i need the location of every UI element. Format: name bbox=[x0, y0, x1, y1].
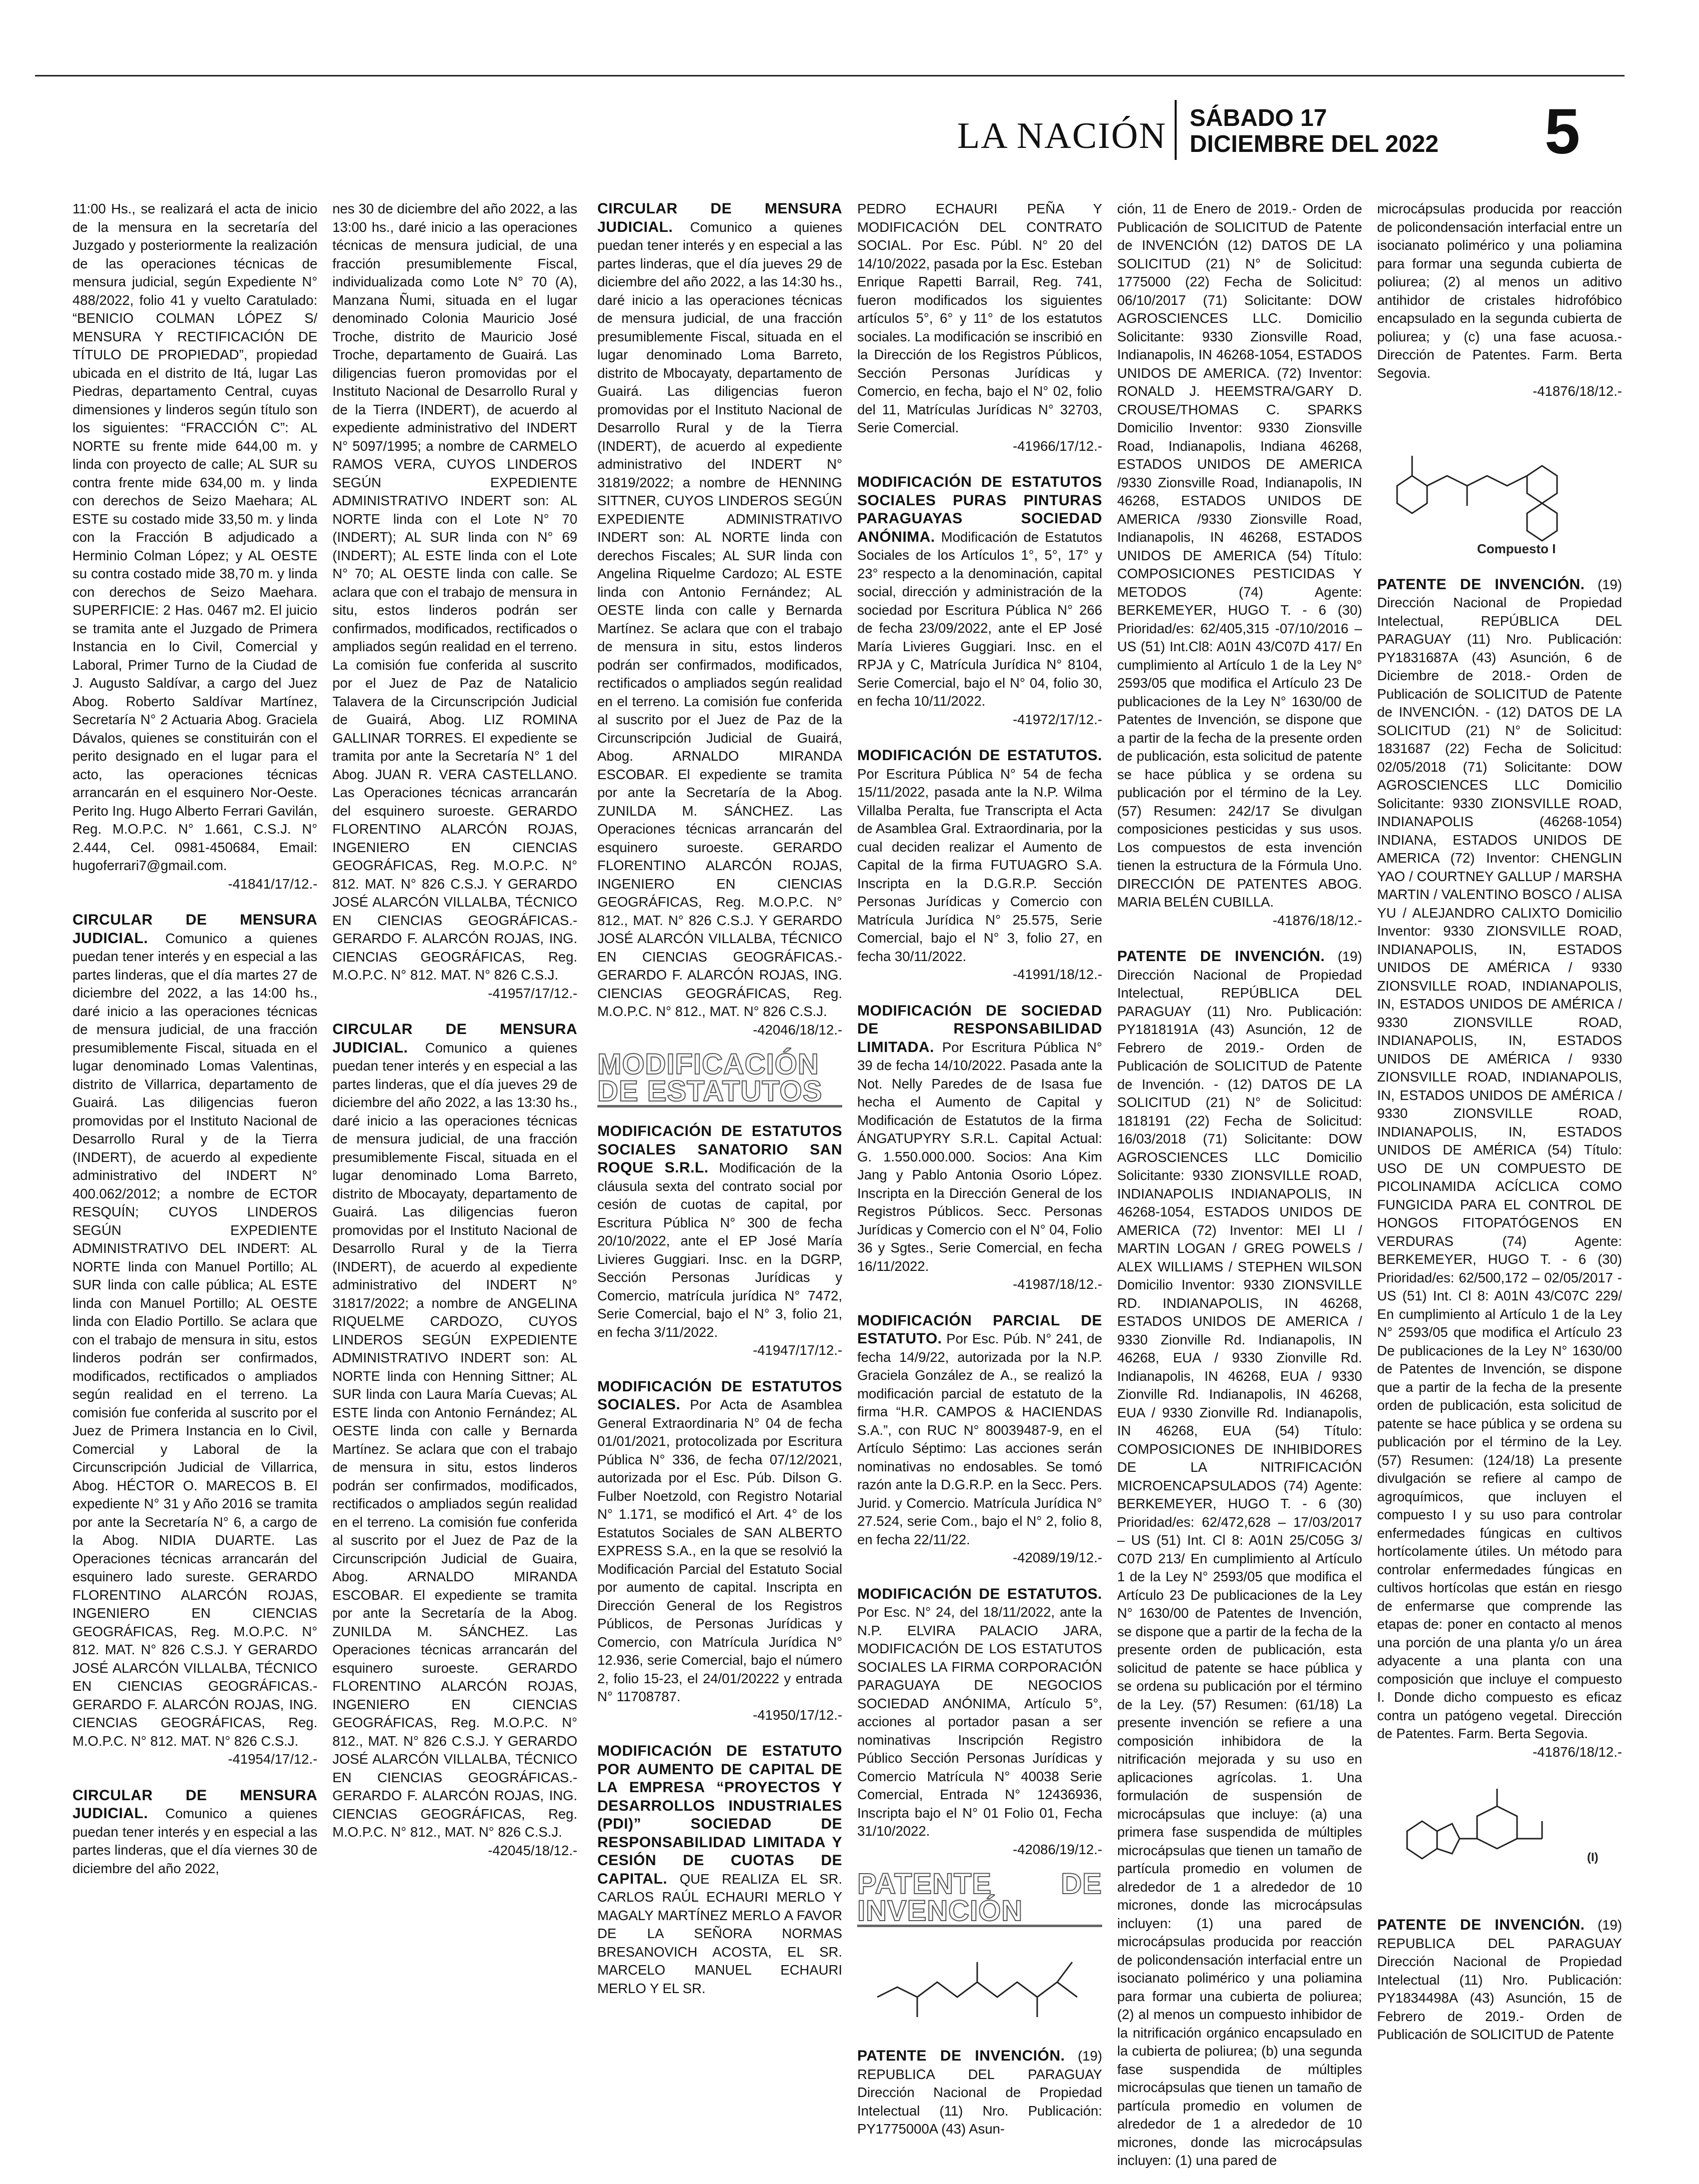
notice-body: (19) Dirección Nacional de Propiedad Intelectual, REPÚBLICA DEL PARAGUAY (11) Nro. Publicación: PY1818191A (43) Asunción, 12 de Febrero de 2019.- Orden de Publicación de SOLICITUD de Patente de Invención. - (12) DATOS DE LA SOLICITUD (21) N° de Solicitud: 1818191 (22) Fecha de Solicitud: 16/03/2018 (71) Solicitante: DOW AGROSCIENCES LLC Domicilio Solicitante: 9330 ZIONSVILLE ROAD, INDIANAPOLIS INDIANAPOLIS, IN 46268-1054, ESTADOS UNIDOS DE AMERICA (72) Inventor: MEI LI / MARTIN LOGAN / GREG POWELS / ALEX WILLIAMS / STEPHEN WILSON Domicilio Inventor: 9330 ZIONSVILLE RD. INDIANAPOLIS, IN 46268, ESTADOS UNIDOS DE AMERICA / 9330 Zionville Rd. Indianapolis, IN 46268, EUA / 9330 Zionville Rd. Indianapolis, IN 46268, EUA / 9330 Zionville Rd. Indianapolis, IN 46268, EUA / 9330 Zionville Rd. Indianapolis, IN 46268, EUA (54) Título: COMPOSICIONES DE INHIBIDORES DE LA NITRIFICACIÓN MICROENCAPSULADOS (74) Agente: BERKEMEYER, HUGO T. - 6 (30) Prioridad/es: 62/472,628 – 17/03/2017 – US (51) Int. Cl 8: A01N 25/C05G 3/ C07D 213/ En cumplimiento al Artículo 1 de la Ley N° 2593/05 que modifica el Artículo 23 De publicaciones de la Ley N° 1630/00 de Patentes de Invención, se dispone que a partir de la fecha de la presente orden de publicación, esta solicitud de patente se hace pública y se ordena su publicación por el término de la Ley. (57) Resumen: (61/18) La presente invención se refiere a una composición inhibidora de la nitrificación mejorada y su uso en aplicaciones agrícolas. 1. Una formulación de suspensión de microcápsulas que incluye: (a) una primera fase suspendida de múltiples microcápsulas que tienen un tamaño de partícula promedio en volumen de alrededor de 1 a alrededor de 10 micrones, donde las microcápsulas incluyen: (1) una pared de microcápsulas producida por reacción de policondensación interfacial entre un isocianato polimérico y una poliamina para formar una cubierta de poliurea; (2) al menos un compuesto inhibidor de la nitrificación orgánico encapsulado en la cubierta de poliurea; (b) una segunda fase suspendida de múltiples microcápsulas que tienen un tamaño de partícula promedio en volumen de alrededor de 1 a alrededor de 10 micrones, donde las microcápsulas incluyen: (1) una pared de bbox=[1117, 949, 1362, 2168]
notice-heading: MODIFICACIÓN DE ESTATUTOS. bbox=[857, 747, 1102, 764]
notice-body: Comunico a quienes puedan tener interés y en especial a las partes linderas, que el día jueves 29 de diciembre del año 2022, a las 13:30 hs., daré inicio a las operaciones técnicas de mensura judicial, de una fracción presumiblemente Fiscal, situada en el lugar denominado Loma Barreto, distrito de Mbocayaty, departamento de Guairá. Las diligencias fueron promovidas por el Instituto Nacional de Desarrollo Rural y de la Tierra (INDERT), de acuerdo al expediente administrativo del INDERT N° 31817/2022; a nombre de ANGELINA RIQUELME CARDOZO, CUYOS LINDEROS SEGÚN EXPEDIENTE ADMINISTRATIVO INDERT son: AL NORTE linda con Henning Sittner; AL SUR linda con Laura María Cuevas; AL ESTE linda con Antonio Fernández; AL OESTE linda con calle y Bernarda Martínez. Se aclara que con el trabajo de mensura in situ, estos linderos podrán ser confirmados, modificados, rectificados o ampliados según realidad en el terreno. La comisión fue conferida al suscrito por el Juez de Paz de la Circunscripción Judicial de Guaira, Abog. ARNALDO MIRANDA ESCOBAR. El expediente se tramita por ante la Secretaría de la Abog. ZUNILDA M. SÁNCHEZ. Las Operaciones técnicas arrancarán del esquinero suroeste. GERARDO FLORENTINO ALARCÓN ROJAS, INGENIERO EN CIENCIAS GEOGRÁFICAS, Reg. M.O.P.C. N° 812., MAT. N° 826 C.S.J. Y GERARDO JOSÉ ALARCÓN VILLALBA, TÉCNICO EN CIENCIAS GEOGRÁFICAS.- GERARDO F. ALARCÓN ROJAS, ING. CIENCIAS GEOGRÁFICAS, Reg. M.O.P.C. N° 812., MAT. N° 826 C.S.J. bbox=[332, 1040, 577, 1840]
notice-ref: -41972/17/12.- bbox=[1013, 711, 1102, 727]
notice-body: Comunico a quienes puedan tener interés y en especial a las partes linderas, que el día jueves 29 de diciembre del año 2022, a las 14:30 hs., daré inicio a las operaciones técnicas de mensura judicial, de una fracción presumiblemente Fiscal, situada en el lugar denominado Loma Barreto, distrito de Mbocayaty, departamento de Guairá. Las diligencias fueron promovidas por el Instituto Nacional de Desarrollo Rural y de la Tierra (INDERT), de acuerdo al expediente administrativo del INDERT N° 31819/2022; a nombre de HENNING SITTNER, CUYOS LINDEROS SEGÚN EXPEDIENTE ADMINISTRATIVO INDERT son: AL NORTE linda con derechos Fiscales; AL SUR linda con Angelina Riquelme Cardozo; AL ESTE linda con Antonio Fernández; AL OESTE linda con calle y Bernarda Martínez. Se aclara que con el trabajo de mensura in situ, estos linderos podrán ser confirmados, modificados, rectificados o ampliados según realidad en el terreno. La comisión fue conferida al suscrito por el Juez de Paz de la Circunscripción Judicial de Guairá, Abog. ARNALDO MIRANDA ESCOBAR. El expediente se tramita por ante la Secretaría de la Abog. ZUNILDA M. SÁNCHEZ. Las Operaciones técnicas arrancarán del esquinero suroeste. GERARDO FLORENTINO ALARCÓN ROJAS, INGENIERO EN CIENCIAS GEOGRÁFICAS, Reg. M.O.P.C. N° 812., MAT. N° 826 C.S.J. Y GERARDO JOSÉ ALARCÓN VILLALBA, TÉCNICO EN CIENCIAS GEOGRÁFICAS.- GERARDO F. ALARCÓN ROJAS, ING. CIENCIAS GEOGRÁFICAS, Reg. M.O.P.C. N° 812., MAT. N° 826 C.S.J. bbox=[597, 219, 842, 1019]
notice-body: Por Esc. N° 24, del 18/11/2022, ante la N.P. ELVIRA PALACIO JARA, MODIFICACIÓN DE LOS ESTATUTOS SOCIALES LA FIRMA CORPORACIÓN PARAGUAYA DE NEGOCIOS SOCIEDAD ANÓNIMA, Artículo 5°, acciones al portador pasan a ser nominativas Inscripción Registro Público Sección Personas Jurídicas y Comercio Matrícula N° 40038 Serie Comercial, Entrada N° 12436936, Inscripta bajo el N° 01 Folio 01, Fecha 31/10/2022. bbox=[857, 1604, 1102, 1839]
notice-heading: PATENTE DE INVENCIÓN. bbox=[1117, 948, 1325, 965]
chemical-structure-svg bbox=[857, 1942, 1102, 2032]
notice-heading: MODIFICACIÓN DE ESTATUTO POR AUMENTO DE CAPITAL DE LA EMPRESA “PROYECTOS Y DESARROLLOS INDUSTRIALES (PDI)” SOCIEDAD DE RESPONSABILIDAD LIMITADA Y CESIÓN DE CUOTAS DE CAPITAL. bbox=[597, 1743, 842, 1887]
notice-heading: PATENTE DE INVENCIÓN. bbox=[1377, 1917, 1585, 1933]
notice-ref: -41954/17/12.- bbox=[228, 1751, 317, 1767]
notice-body: (19) Dirección Nacional de Propiedad Intelectual, REPÚBLICA DEL PARAGUAY (11) Nro. Publicación: PY1831687A (43) Asunción, 6 de Diciembre de 2018.- Orden de Publicación de SOLICITUD de Patente de INVENCIÓN. - (12) DATOS DE LA SOLICITUD (21) N° de Solicitud: 1831687 (22) Fecha de Solicitud: 02/05/2018 (71) Solicitante: DOW AGROSCIENCES LLC Domicilio Solicitante: 9330 ZIONSVILLE ROAD, INDIANAPOLIS (46268-1054) INDIANA, ESTADOS UNIDOS DE AMERICA (72) Inventor: CHENGLIN YAO / COURTNEY GALLUP / MARSHA MARTIN / VALENTINO BOSCO / ALISA YU / ALEJANDRO CALIXTO Domicilio Inventor: 9330 ZIONSVILLE ROAD, INDIANAPOLIS, IN, ESTADOS UNIDOS DE AMÉRICA / 9330 ZIONSVILLE ROAD, INDIANAPOLIS, IN, ESTADOS UNIDOS DE AMÉRICA / 9330 ZIONSVILLE ROAD, INDIANAPOLIS, IN, ESTADOS UNIDOS DE AMÉRICA / 9330 ZIONSVILLE ROAD, INDIANAPOLIS, IN, ESTADOS UNIDOS DE AMÉRICA / 9330 ZIONSVILLE ROAD, INDIANAPOLIS, IN, ESTADOS UNIDOS DE AMÉRICA (54) Título: USO DE UN COMPUESTO DE PICOLINAMIDA ACÍCLICA COMO FUNGICIDA PARA EL CONTROL DE HONGOS FITOPATÓGENOS EN VERDURAS (74) Agente: BERKEMEYER, HUGO T. - 6 (30) Prioridad/es: 62/500,172 – 02/05/2017 - US (51) Int. Cl 8: A01N 43/C07C 229/ En cumplimiento al Artículo 1 de la Ley N° 2593/05 que modifica el Artículo 23 De publicaciones de la Ley N° 1630/00 de Patentes de Invención, se dispone que a partir de la fecha de la presente orden de publicación, esta solicitud de patente se hace pública y se ordena su publicación por el término de la Ley. (57) Resumen: (124/18) La presente divulgación se refiere al campo de agroquímicos, que incluyen el compuesto I y su uso para controlar enfermedades fúngicas en cultivos hortícolamente útiles. Un método para controlar enfermedades fúngicas en cultivos hortícolas que están en riesgo de enfermarse que comprende las etapas de: poner en contacto al menos una porción de una planta y/o un área adyacente a una planta con una composición que incluye el compuesto I. Donde dicho compuesto es eficaz contra un patógeno vegetal. Dirección de Patentes. Farm. Berta Segovia. bbox=[1377, 576, 1622, 1741]
section-title-modificacion: MODIFICACIÓN DE ESTATUTOS bbox=[597, 1051, 842, 1107]
notice-ref: -41947/17/12.- bbox=[753, 1342, 842, 1358]
notice-heading: MODIFICACIÓN DE ESTATUTOS SOCIALES. bbox=[597, 1378, 842, 1413]
compuesto-structure-svg bbox=[1377, 411, 1622, 561]
notice-heading: CIRCULAR DE MENSURA JUDICIAL. bbox=[597, 200, 842, 235]
notice-body: ción, 11 de Enero de 2019.- Orden de Publicación de SOLICITUD de Patente de INVENCIÓN (12) DATOS DE LA SOLICITUD (21) N° de Solicitud: 1775000 (22) Fecha de Solicitud: 06/10/2017 (71) Solicitante: DOW AGROSCIENCES LLC. Domicilio Solicitante: 9330 Zionsville Road, Indianapolis, IN 46268-1054, ESTADOS UNIDOS DE AMERICA. (72) Inventor: RONALD J. HEEMSTRA/GARY D. CROUSE/THOMAS C. SPARKS Domicilio Inventor: 9330 Zionsville Road, Indianapolis, Indiana 46268, ESTADOS UNIDOS DE AMERICA /9330 Zionsville Road, Indianapolis, IN 46268, ESTADOS UNIDOS DE AMERICA /9330 Zionsville Road, Indianapolis, IN 46268, ESTADOS UNIDOS DE AMERICA (54) Título: COMPOSICIONES PESTICIDAS Y METODOS (74) Agente: BERKEMEYER, HUGO T. - 6 (30) Prioridad/es: 62/405,315 -07/10/2016 – US (51) Int.Cl8: A01N 43/C07D 417/ En cumplimiento al Artículo 1 de la Ley N° 2593/05 que modifica el Artículo 23 De publicaciones de la Ley N° 1630/00 de Patentes de Invención, se dispone que a partir de la fecha de la presente orden de publicación, esta solicitud de patente se hace pública y se ordena su publicación por el término de la Ley. (57) Resumen: 242/17 Se divulgan composiciones pesticidas y sus usos. Los compuestos de esta invención tienen la estructura de la Fórmula Uno. DIRECCIÓN DE PATENTES ABOG. MARIA BELÉN CUBILLA. bbox=[1117, 201, 1362, 910]
notice-body: nes 30 de diciembre del año 2022, a las 13:00 hs., daré inicio a las operaciones técnicas de mensura judicial, de una fracción presumiblemente Fiscal, individualizada como Lote N° 70 (A), Manzana Ñumi, situada en el lugar denominado Colonia Mauricio José Troche, distrito de Mauricio José Troche, departamento de Guairá. Las diligencias fueron promovidas por el Instituto Nacional de Desarrollo Rural y de la Tierra (INDERT), de acuerdo al expediente administrativo del INDERT N° 5097/1995; a nombre de CARMELO RAMOS VERA, CUYOS LINDEROS SEGÚN EXPEDIENTE ADMINISTRATIVO INDERT son: AL NORTE linda con el Lote N° 70 (INDERT); AL SUR linda con N° 69 (INDERT); AL ESTE linda con el Lote N° 70; AL OESTE linda con calle. Se aclara que con el trabajo de mensura in situ, estos linderos podrán ser confirmados, modificados, rectificados o ampliados según realidad en el terreno. La comisión fue conferida al suscrito por el Juez de Paz de Natalicio Talavera de la Circunscripción Judicial de Guairá, Abog. LIZ ROMINA GALLINAR TORRES. El expediente se tramita por ante la Secretaría N° 1 del Abog. JUAN R. VERA CASTELLANO. Las Operaciones técnicas arrancarán del esquinero suroeste. GERARDO FLORENTINO ALARCÓN ROJAS, INGENIERO EN CIENCIAS GEOGRÁFICAS, Reg. M.O.P.C. N° 812. MAT. N° 826 C.S.J. Y GERARDO JOSÉ ALARCÓN VILLALBA, TÉCNICO EN CIENCIAS GEOGRÁFICAS.- GERARDO F. ALARCÓN ROJAS, ING. CIENCIAS GEOGRÁFICAS, Reg. M.O.P.C. N° 812. MAT. N° 826 C.S.J. bbox=[332, 201, 577, 983]
notice-ref: -41966/17/12.- bbox=[1013, 438, 1102, 454]
notice-ref: -41950/17/12.- bbox=[753, 1707, 842, 1723]
notice-ref: -41957/17/12.- bbox=[488, 985, 577, 1001]
notice-heading: CIRCULAR DE MENSURA JUDICIAL. bbox=[332, 1021, 577, 1056]
notice-body: Por Acta de Asamblea General Extraordinaria N° 04 de fecha 01/01/2021, protocolizada por Escritura Pública N° 336, de fecha 07/12/2021, autorizada por el Esc. Púb. Dilson G. Fulber Noetzold, con Registro Notarial N° 1.171, se modificó el Art. 4° de los Estatutos Sociales de SAN ALBERTO EXPRESS S.A., en la que se resolvió la Modificación Parcial del Estatuto Social por aumento de capital. Inscripta en Dirección General de los Registros Públicos, de Personas Jurídicas y Comercio, con Matrícula Jurídica N° 12.936, serie Comercial, bajo el número 2, folio 15-23, el 24/01/20222 y entrada N° 11708787. bbox=[597, 1397, 842, 1704]
notice-ref: -42045/18/12.- bbox=[488, 1842, 577, 1858]
page-number: 5 bbox=[1545, 96, 1581, 167]
section-title-patente: PATENTE DE INVENCIÓN bbox=[857, 1868, 1102, 1927]
newspaper-brand: LA NACIÓN bbox=[957, 115, 1167, 156]
masthead bbox=[0, 96, 1699, 170]
column-3 bbox=[597, 200, 842, 2169]
formula-structure-svg bbox=[1377, 1771, 1622, 1901]
notice-body: Modificación de Estatutos Sociales de los Artículos 1°, 5°, 17° y 23° respecto a la denominación, capital social, dirección y administración de la sociedad por Escritura Pública N° 266 de fecha 23/09/2022, ante el EP José María Livieres Guggiari. Insc. en el RPJA y C, Matrícula Jurídica N° 8104, Serie Comercial, bajo el N° 04, folio 30, en fecha 10/11/2022. bbox=[857, 529, 1102, 709]
notice-body: (19) REPUBLICA DEL PARAGUAY Dirección Nacional de Propiedad Intelectual (11) Nro. Publicación: PY1834498A (43) Asunción, 15 de Febrero de 2019.- Orden de Publicación de SOLICITUD de Patente bbox=[1377, 1917, 1622, 2042]
notice-ref: -42089/19/12.- bbox=[1013, 1550, 1102, 1565]
compuesto-figure bbox=[1377, 411, 1622, 561]
notice-body: Por Escritura Pública N° 54 de fecha 15/11/2022, pasada ante la N.P. Wilma Villalba Peralta, fue Transcripta el Acta de Asamblea Gral. Extraordinaria, por la cual deciden realizar el Aumento de Capital de la firma FUTUAGRO S.A. Inscripta en la D.G.R.P. Sección Personas Jurídicas y Comercio con Matrícula Jurídica N° 25.575, Serie Comercial, bajo el N° 3, folio 27, en fecha 30/11/2022. bbox=[857, 766, 1102, 964]
notice-heading: MODIFICACIÓN PARCIAL DE ESTATUTO. bbox=[857, 1312, 1102, 1347]
notice-heading: PATENTE DE INVENCIÓN. bbox=[1377, 576, 1585, 593]
notice-body: Por Escritura Pública N° 39 de fecha 14/10/2022. Pasada ante la Not. Nelly Paredes de de Isasa fue hecha el Aumento de Capital y Modificación de Estatutos de la firma ÁNGATUPYRY S.R.L. Capital Actual: G. 1.550.000.000. Socios: Ana Kim Jang y Pablo Antonia Osorio López. Inscripta en la Dirección General de los Registros Públicos. Secc. Personas Jurídicas y Comercio con el N° 04, Folio 36 y Sgtes., Serie Comercial, en fecha 16/11/2022. bbox=[857, 1039, 1102, 1274]
notice-body: QUE REALIZA EL SR. CARLOS RAÚL ECHAURI MERLO Y MAGALY MARTÍNEZ MERLO A FAVOR DE LA SEÑORA NORMAS BRESANOVICH ACOSTA, EL SR. MARCELO MANUEL ECHAURI MERLO Y EL SR. bbox=[597, 1871, 842, 1996]
date-line-1: SÁBADO 17 bbox=[1190, 105, 1327, 131]
notice-ref: -41991/18/12.- bbox=[1013, 967, 1102, 982]
column-2 bbox=[332, 200, 577, 2169]
notice-heading: CIRCULAR DE MENSURA JUDICIAL. bbox=[72, 912, 317, 947]
notice-body: Comunico a quienes puedan tener interés y en especial a las partes linderas, que el día viernes 30 de diciembre del año 2022, bbox=[72, 1806, 317, 1876]
notice-body: Comunico a quienes puedan tener interés y en especial a las partes linderas, que el día martes 27 de diciembre del 2022, a las 14:00 hs., daré inicio a las operaciones técnicas de mensura judicial, de una fracción presumiblemente Fiscal, situada en el lugar denominado Lomas Valentinas, distrito de Villarrica, departamento de Guairá. Las diligencias fueron promovidas por el Instituto Nacional de Desarrollo Rural y de la Tierra (INDERT), de acuerdo al expediente administrativo del INDERT N° 400.062/2012; a nombre de ECTOR RESQUÍN; CUYOS LINDEROS SEGÚN EXPEDIENTE ADMINISTRATIVO DEL INDERT: AL NORTE linda con Manuel Portillo; AL SUR linda con calle pública; AL ESTE linda con Manuel Portillo; AL OESTE linda con Eladio Portillo. Se aclara que con el trabajo de mensura in situ, estos linderos podrán ser confirmados, modificados, rectificados o ampliados según realidad en el terreno. La comisión fue conferida al suscrito por el Juez de Primera Instancia en lo Civil, Comercial y Laboral de la Circunscripción Judicial de Villarrica, Abog. HÉCTOR O. MARECOS B. El expediente N° 31 y Año 2016 se tramita por ante la Secretaría N° 6, a cargo de la Abog. NIDIA DUARTE. Las Operaciones técnicas arrancarán del esquinero lado sureste. GERARDO FLORENTINO ALARCÓN ROJAS, INGENIERO EN CIENCIAS GEOGRÁFICAS, Reg. M.O.P.C. N° 812. MAT. N° 826 C.S.J. Y GERARDO JOSÉ ALARCÓN VILLALBA, TÉCNICO EN CIENCIAS GEOGRÁFICAS.- GERARDO F. ALARCÓN ROJAS, ING. CIENCIAS GEOGRÁFICAS, Reg. M.O.P.C. N° 812. MAT. N° 826 C.S.J. bbox=[72, 930, 317, 1749]
notice-body: Por Esc. Púb. N° 241, de fecha 14/9/22, autorizada por la N.P. Graciela González de A., se realizó la modificación parcial de estatuto de la firma “H.R. CAMPOS & HACIENDAS S.A.”, con RUC N° 80039487-9, en el Artículo Séptimo: Las acciones serán nominativas no endosables. Se tomó razón ante la D.G.R.P. en la Secc. Pers. Jurid. y Comercio. Matrícula Jurídica N° 27.524, serie Com., bajo el N° 2, folio 8, en fecha 22/11/22. bbox=[857, 1331, 1102, 1547]
notice-heading: CIRCULAR DE MENSURA JUDICIAL. bbox=[72, 1787, 317, 1822]
notice-heading: MODIFICACIÓN DE SOCIEDAD DE RESPONSABILIDAD LIMITADA. bbox=[857, 1002, 1102, 1056]
column-6 bbox=[1377, 200, 1622, 2169]
notice-heading: MODIFICACIÓN DE ESTATUTOS SOCIALES PURAS PINTURAS PARAGUAYAS SOCIEDAD ANÓNIMA. bbox=[857, 474, 1102, 545]
column-1 bbox=[72, 200, 317, 2169]
notice-ref: -41876/18/12.- bbox=[1533, 383, 1622, 399]
notice-body: Modificación de la cláusula sexta del contrato social por cesión de cuotas de capital, por Escritura Pública N° 300 de fecha 20/10/2022, ante el EP José María Livieres Guggiari. Insc. en la DGRP, Sección Personas Jurídicas y Comercio, matrícula jurídica N° 7472, Serie Comercial, bajo el N° 3, folio 21, en fecha 3/11/2022. bbox=[597, 1160, 842, 1340]
notice-ref: -42046/18/12.- bbox=[753, 1022, 842, 1038]
notice-ref: -41876/18/12.- bbox=[1273, 912, 1362, 928]
date-line-2: DICIEMBRE DEL 2022 bbox=[1190, 131, 1439, 157]
chemical-structure-figure bbox=[857, 1942, 1102, 2032]
notice-ref: -41841/17/12.- bbox=[228, 876, 317, 892]
column-5 bbox=[1117, 200, 1362, 2169]
notice-body: microcápsulas producida por reacción de policondensación interfacial entre un isocianato polimérico y una poliamina para formar una segunda cubierta de poliurea; (2) al menos un aditivo antihidor de cristales hidrofóbico encapsulado en la segunda cubierta de poliurea; y (c) una fase acuosa.- Dirección de Patentes. Farm. Berta Segovia. bbox=[1377, 201, 1622, 381]
notice-heading: MODIFICACIÓN DE ESTATUTOS SOCIALES SANATORIO SAN ROQUE S.R.L. bbox=[597, 1123, 842, 1176]
compuesto-caption: Compuesto I bbox=[1477, 541, 1556, 556]
notice-heading: MODIFICACIÓN DE ESTATUTOS. bbox=[857, 1585, 1102, 1602]
notice-body: 11:00 Hs., se realizará el acta de inicio de la mensura en la secretaría del Juzgado y posteriormente la realización de las operaciones técnicas de mensura judicial, según Expediente N° 488/2022, folio 41 y vuelto Caratulado: “BENICIO COLMAN LÓPEZ S/ MENSURA Y RECTIFICACIÓN DE TÍTULO DE PROPIEDAD”, propiedad ubicada en el distrito de Itá, lugar Las Piedras, departamento Central, cuyas dimensiones y linderos según título son los siguientes: “FRACCIÓN C”: AL NORTE su frente mide 644,00 m. y linda con proyecto de calle; AL SUR su contra frente mide 634,00 m. y linda con derechos de Seizo Maehara; AL ESTE su costado mide 33,50 m. y linda con la Fracción B adjudicado a Herminio Colman López; y AL OESTE su contra costado mide 38,70 m. y linda con derechos de Seizo Maehara. SUPERFICIE: 2 Has. 0467 m2. El juicio se tramita ante el Juzgado de Primera Instancia en lo Civil, Comercial y Laboral, Primer Turno de la Ciudad de J. Augusto Saldívar, a cargo del Juez Abog. Roberto Saldívar Martínez, Secretaría N° 2 Actuaria Abog. Graciela Dávalos, quienes se constituirán con el perito designado en el lugar para el acto, las operaciones técnicas arrancarán en el esquinero Nor-Oeste. Perito Ing. Hugo Alberto Ferrari Gavilán, Reg. M.O.P.C. N° 1.661, C.S.J. N° 2.444, Cel. 0981-450684, Email: hugoferrari7@gmail.com. bbox=[72, 201, 317, 873]
notice-heading: PATENTE DE INVENCIÓN. bbox=[857, 2048, 1065, 2064]
formula-figure bbox=[1377, 1771, 1622, 1901]
notice-ref: -41987/18/12.- bbox=[1013, 1276, 1102, 1292]
column-4 bbox=[857, 200, 1102, 2169]
notice-body: PEDRO ECHAURI PEÑA Y MODIFICACIÓN DEL CONTRATO SOCIAL. Por Esc. Públ. N° 20 del 14/10/2022, pasada por la Esc. Esteban Enrique Rapetti Barrail, Reg. 741, fueron modificados los siguientes artículos 5°, 6° y 11° de los estatutos sociales. La modificación se inscribió en la Dirección de los Registros Públicos, Sección Personas Jurídicas y Comercio, en fecha, bajo el N° 02, folio del 11, Matrículas Jurídicas N° 32703, Serie Comercial. bbox=[857, 201, 1102, 435]
notice-body: (19) REPUBLICA DEL PARAGUAY Dirección Nacional de Propiedad Intelectual (11) Nro. Publicación: PY1775000A (43) Asun- bbox=[857, 2048, 1102, 2137]
notice-ref: -41876/18/12.- bbox=[1533, 1744, 1622, 1760]
formula-label: (I) bbox=[1587, 1851, 1599, 1864]
masthead-separator bbox=[1175, 100, 1177, 160]
top-rule bbox=[35, 75, 1625, 76]
notice-ref: -42086/19/12.- bbox=[1013, 1841, 1102, 1857]
